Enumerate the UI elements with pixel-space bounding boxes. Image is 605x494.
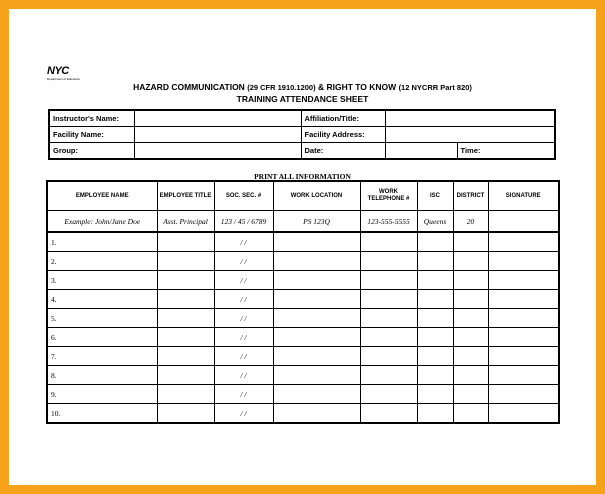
col-soc-sec: SOC. SEC. #	[214, 181, 273, 211]
group-field[interactable]	[134, 143, 301, 160]
row-telephone-cell[interactable]	[360, 252, 417, 271]
instructor-name-label: Instructor's Name:	[49, 110, 134, 127]
row-ssn-cell[interactable]: / /	[214, 366, 273, 385]
row-isc-cell[interactable]	[417, 328, 453, 347]
title-and: & RIGHT TO KNOW	[317, 82, 397, 92]
row-district-cell[interactable]	[453, 309, 488, 328]
title-main: HAZARD COMMUNICATION	[133, 82, 245, 92]
row-location-cell[interactable]	[273, 385, 360, 404]
row-ssn-cell[interactable]: / /	[214, 309, 273, 328]
row-district-cell[interactable]	[453, 404, 488, 424]
row-employee-name-cell[interactable]: 4.	[47, 290, 157, 309]
row-ssn-cell[interactable]: / /	[214, 328, 273, 347]
row-isc-cell[interactable]	[417, 385, 453, 404]
title-cfr: (29 CFR 1910.1200)	[247, 83, 316, 92]
time-label: Time:	[457, 143, 555, 160]
row-telephone-cell[interactable]	[360, 347, 417, 366]
row-telephone-cell[interactable]	[360, 271, 417, 290]
row-ssn-cell[interactable]: / /	[214, 252, 273, 271]
table-row	[47, 290, 559, 309]
row-signature-cell[interactable]	[488, 328, 559, 347]
row-title-cell[interactable]	[157, 309, 214, 328]
affiliation-label: Affiliation/Title:	[301, 110, 385, 127]
facility-address-field[interactable]	[385, 127, 555, 143]
row-telephone-cell[interactable]	[360, 385, 417, 404]
example-name: Example: John/Jane Doe	[47, 211, 157, 233]
row-signature-cell[interactable]	[488, 404, 559, 424]
row-title-cell[interactable]	[157, 347, 214, 366]
nyc-logo	[47, 66, 91, 82]
table-row	[47, 385, 559, 404]
row-location-cell[interactable]	[273, 366, 360, 385]
row-telephone-cell[interactable]	[360, 366, 417, 385]
row-isc-cell[interactable]	[417, 309, 453, 328]
row-telephone-cell[interactable]	[360, 309, 417, 328]
row-signature-cell[interactable]	[488, 252, 559, 271]
facility-address-label: Facility Address:	[301, 127, 385, 143]
row-isc-cell[interactable]	[417, 271, 453, 290]
row-district-cell[interactable]	[453, 232, 488, 252]
print-all-instruction: PRINT ALL INFORMATION	[254, 172, 351, 181]
row-location-cell[interactable]	[273, 232, 360, 252]
header-row	[47, 181, 559, 211]
attendance-sheet	[9, 9, 596, 485]
row-title-cell[interactable]	[157, 328, 214, 347]
row-employee-name-cell[interactable]: 2.	[47, 252, 157, 271]
example-ssn: 123 / 45 / 6789	[214, 211, 273, 233]
col-work-telephone: WORK TELEPHONE #	[360, 181, 417, 211]
row-title-cell[interactable]	[157, 271, 214, 290]
col-employee-title: EMPLOYEE TITLE	[157, 181, 214, 211]
row-isc-cell[interactable]	[417, 404, 453, 424]
col-employee-name: EMPLOYEE NAME	[47, 181, 157, 211]
row-title-cell[interactable]	[157, 232, 214, 252]
example-location: PS 123Q	[273, 211, 360, 233]
row-title-cell[interactable]	[157, 252, 214, 271]
col-isc: ISC	[417, 181, 453, 211]
example-telephone: 123-555-5555	[360, 211, 417, 233]
row-title-cell[interactable]	[157, 404, 214, 424]
row-employee-name-cell[interactable]: 5.	[47, 309, 157, 328]
row-employee-name-cell[interactable]: 9.	[47, 385, 157, 404]
col-work-location: WORK LOCATION	[273, 181, 360, 211]
row-employee-name-cell[interactable]: 3.	[47, 271, 157, 290]
affiliation-field[interactable]	[385, 110, 555, 127]
table-row	[47, 252, 559, 271]
row-telephone-cell[interactable]	[360, 328, 417, 347]
row-ssn-cell[interactable]: / /	[214, 404, 273, 424]
facility-name-label: Facility Name:	[49, 127, 134, 143]
example-title: Asst. Principal	[157, 211, 214, 233]
instructor-name-field[interactable]	[134, 110, 301, 127]
document-subtitle: TRAINING ATTENDANCE SHEET	[236, 94, 369, 104]
row-title-cell[interactable]	[157, 290, 214, 309]
row-location-cell[interactable]	[273, 309, 360, 328]
date-label: Date:	[301, 143, 385, 160]
example-isc: Queens	[417, 211, 453, 233]
table-row	[47, 271, 559, 290]
example-signature	[488, 211, 559, 233]
row-isc-cell[interactable]	[417, 252, 453, 271]
row-employee-name-cell[interactable]: 7.	[47, 347, 157, 366]
row-signature-cell[interactable]	[488, 232, 559, 252]
row-signature-cell[interactable]	[488, 271, 559, 290]
row-telephone-cell[interactable]	[360, 290, 417, 309]
row-location-cell[interactable]	[273, 290, 360, 309]
row-location-cell[interactable]	[273, 347, 360, 366]
facility-name-field[interactable]	[134, 127, 301, 143]
row-isc-cell[interactable]	[417, 290, 453, 309]
row-signature-cell[interactable]	[488, 366, 559, 385]
row-ssn-cell[interactable]: / /	[214, 271, 273, 290]
title-nycrr: (12 NYCRR Part 820)	[398, 83, 472, 92]
row-district-cell[interactable]	[453, 366, 488, 385]
row-district-cell[interactable]	[453, 290, 488, 309]
row-signature-cell[interactable]	[488, 385, 559, 404]
row-district-cell[interactable]	[453, 347, 488, 366]
row-isc-cell[interactable]	[417, 232, 453, 252]
row-ssn-cell[interactable]: / /	[214, 290, 273, 309]
row-signature-cell[interactable]	[488, 290, 559, 309]
row-district-cell[interactable]	[453, 252, 488, 271]
row-location-cell[interactable]	[273, 404, 360, 424]
example-row	[47, 211, 559, 233]
row-employee-name-cell[interactable]: 6.	[47, 328, 157, 347]
row-isc-cell[interactable]	[417, 366, 453, 385]
row-employee-name-cell[interactable]: 10.	[47, 404, 157, 424]
group-label: Group:	[49, 143, 134, 160]
col-district: DISTRICT	[453, 181, 488, 211]
row-location-cell[interactable]	[273, 328, 360, 347]
logo-mark: NYC	[47, 65, 69, 77]
attendance-table	[46, 180, 560, 424]
session-info-table	[48, 109, 556, 160]
table-row	[47, 347, 559, 366]
row-telephone-cell[interactable]	[360, 404, 417, 424]
logo-subtext: Department of Education	[47, 77, 81, 81]
row-signature-cell[interactable]	[488, 309, 559, 328]
table-row	[47, 366, 559, 385]
row-ssn-cell[interactable]: / /	[214, 385, 273, 404]
table-row	[47, 309, 559, 328]
document-title	[9, 82, 596, 92]
row-employee-name-cell[interactable]: 8.	[47, 366, 157, 385]
row-district-cell[interactable]	[453, 385, 488, 404]
col-signature: SIGNATURE	[488, 181, 559, 211]
row-title-cell[interactable]	[157, 385, 214, 404]
row-location-cell[interactable]	[273, 271, 360, 290]
row-employee-name-cell[interactable]: 1.	[47, 232, 157, 252]
table-row	[47, 404, 559, 424]
row-telephone-cell[interactable]	[360, 232, 417, 252]
example-district: 20	[453, 211, 488, 233]
row-signature-cell[interactable]	[488, 347, 559, 366]
date-field[interactable]	[385, 143, 457, 160]
row-ssn-cell[interactable]: / /	[214, 347, 273, 366]
table-row	[47, 232, 559, 252]
row-district-cell[interactable]	[453, 271, 488, 290]
row-title-cell[interactable]	[157, 366, 214, 385]
row-ssn-cell[interactable]: / /	[214, 232, 273, 252]
row-location-cell[interactable]	[273, 252, 360, 271]
row-isc-cell[interactable]	[417, 347, 453, 366]
table-row	[47, 328, 559, 347]
row-district-cell[interactable]	[453, 328, 488, 347]
